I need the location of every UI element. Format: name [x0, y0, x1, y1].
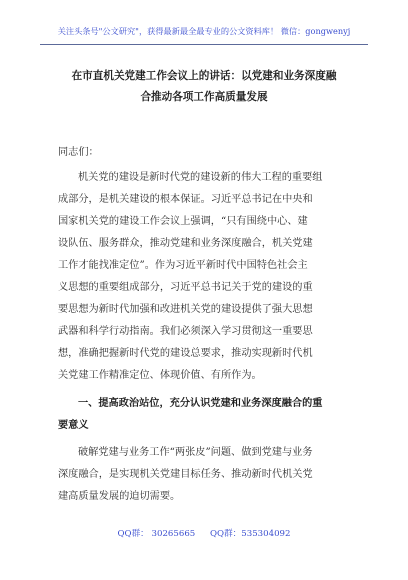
- paragraph-line: 武器和科学行动指南。我们必须深入学习贯彻这一重要思: [58, 326, 313, 337]
- paragraph-line: 工作才能找准定位”。作为习近平新时代中国特色社会主: [58, 260, 308, 271]
- document-title-line-1: 在市直机关党建工作会议上的讲话：以党建和业务深度融: [71, 70, 337, 82]
- section-heading-line-1: 一、提高政治站位，充分认识党建和业务深度融合的重: [78, 397, 323, 409]
- paragraph-line: 建高质量发展的迫切需要。: [58, 491, 181, 502]
- header-divider: [40, 44, 368, 45]
- document-title-line-2: 合推动各项工作高质量发展: [140, 91, 268, 103]
- paragraph-line: 深度融合，是实现机关党建目标任务、推动新时代机关党: [58, 469, 313, 480]
- header-banner: 关注头条号"公文研究"，获得最新最全最专业的公文资料库！ 微信：gongwenyj: [57, 26, 351, 36]
- footer-qq-left: QQ群： 30265665: [117, 529, 196, 539]
- paragraph-line: 国家机关党的建设工作会议上强调，“只有围绕中心、建: [58, 216, 308, 227]
- footer-qq-right: QQ群：535304092: [210, 529, 291, 539]
- paragraph-line: 破解党建与业务工作“两张皮”问题、做到党建与业务: [78, 447, 313, 458]
- paragraph-line: 关党建工作精准定位、体现价值、有所作为。: [58, 370, 262, 381]
- paragraph-line: 要思想为新时代加强和改进机关党的建设提供了强大思想: [58, 304, 313, 315]
- footer-qq-groups: [0, 527, 408, 539]
- salutation: 同志们：: [58, 147, 99, 158]
- paragraph-line: 机关党的建设是新时代党的建设新的伟大工程的重要组: [78, 172, 323, 183]
- paragraph-line: 义思想的重要组成部分，习近平总书记关于党的建设的重: [58, 282, 313, 293]
- paragraph-line: 成部分，是机关建设的根本保证。习近平总书记在中央和: [58, 194, 313, 205]
- paragraph-line: 设队伍、服务群众，推动党建和业务深度融合，机关党建: [58, 238, 313, 249]
- section-heading-line-2: 要意义: [58, 419, 89, 431]
- paragraph-line: 想，准确把握新时代党的建设总要求，推动实现新时代机: [58, 348, 313, 359]
